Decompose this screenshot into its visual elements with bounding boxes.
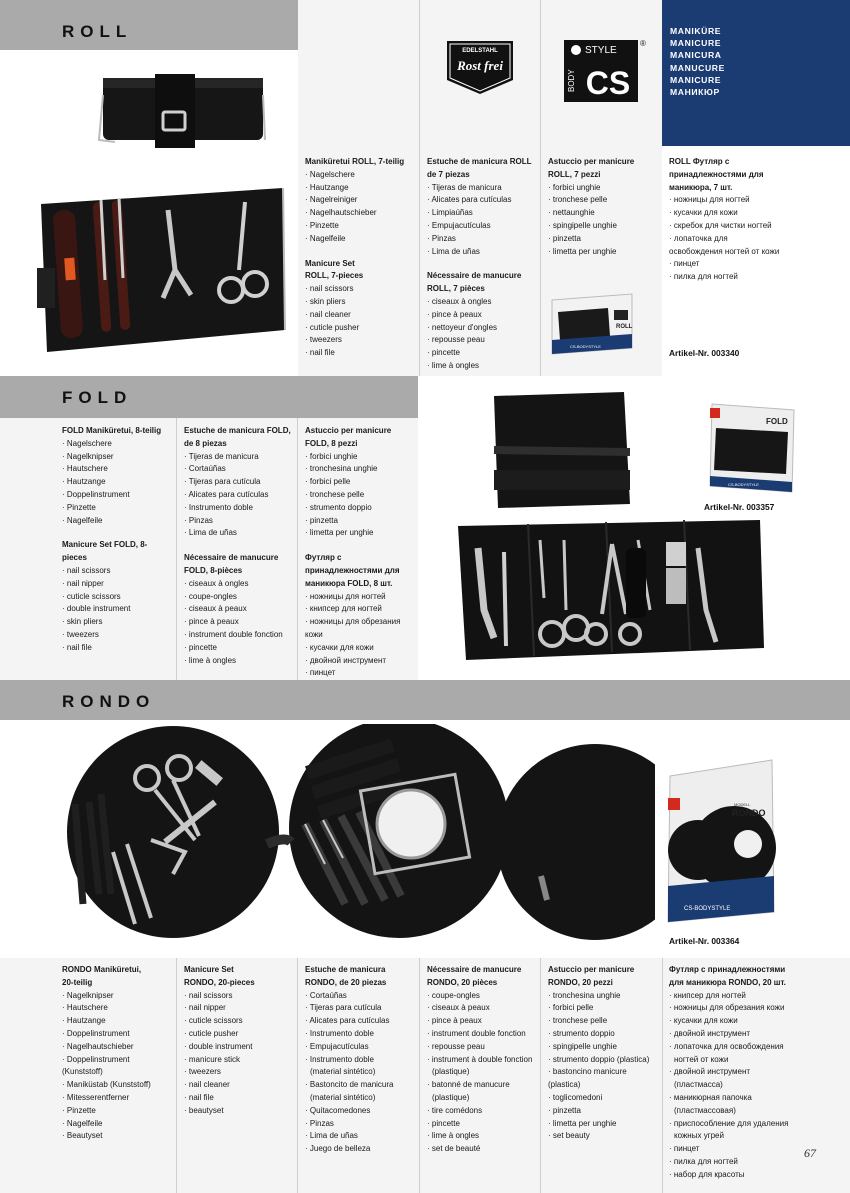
fold-box-strip: CS-BODYSTYLE [728, 482, 759, 487]
list-item: · Doppelinstrument [62, 1028, 130, 1038]
list-item: · tweezers [184, 1067, 221, 1077]
list-item: · Nagelfeile [62, 515, 103, 525]
list-item: · nail file [184, 1092, 214, 1102]
list-item: · tronchesina unghie [305, 464, 378, 474]
list-item: · double instrument [184, 1041, 253, 1051]
fold-product-box-image [706, 400, 800, 496]
list-item: · Nagelhautschieber [305, 208, 377, 218]
list-item: · batonné de manucure [427, 1080, 510, 1090]
manicure-word: MANICURE [670, 38, 722, 49]
fold-text-it-ru [305, 425, 417, 693]
list-item: · пинцет [305, 668, 336, 678]
list-item: · spingipelle unghie [548, 220, 617, 230]
list-item: · пинцет [669, 1144, 700, 1154]
fold-heading-fr: Nécessaire de manucure FOLD, 8-pièces [184, 553, 279, 575]
rondo-text-en [184, 964, 292, 1118]
list-item: (material sintético) [310, 1092, 376, 1102]
list-item: · Instrumento doble [184, 502, 253, 512]
list-item: · nail scissors [62, 565, 111, 575]
list-item: · Empujacutículas [305, 1041, 369, 1051]
list-item: (plastique) [432, 1067, 470, 1077]
page-number: 67 [804, 1146, 816, 1160]
fold-article-number: Artikel-Nr. 003357 [704, 502, 775, 512]
list-item: · пинцет [669, 259, 700, 269]
list-item: · nail cleaner [305, 309, 351, 319]
manicure-word: MANIKÜRE [670, 26, 722, 36]
list-item: · Nagelknipser [62, 990, 114, 1000]
roll-text-it [548, 156, 658, 258]
roll-case-open-image [33, 180, 295, 360]
list-item: · nail cleaner [184, 1080, 230, 1090]
list-item: · Bastoncito de manicura [305, 1080, 394, 1090]
list-item: · Tijeras de manicura [427, 182, 502, 192]
list-item: · Nagelfeile [305, 233, 346, 243]
list-item: · Pinzas [427, 233, 456, 243]
list-item: · Limpiaúñas [427, 208, 473, 218]
list-item: · Tijeras para cutícula [305, 1003, 382, 1013]
list-item: · lime à ongles [427, 1131, 480, 1141]
list-item: · cuticle pusher [305, 322, 360, 332]
list-item: · forbici unghie [305, 451, 358, 461]
manicure-word: MANUCURE [670, 62, 725, 73]
list-item: · Hautzange [62, 477, 106, 487]
list-item: · двойной инструмент [669, 1028, 751, 1038]
fold-text-es-fr [184, 425, 294, 667]
list-item: · Cortaúñas [305, 990, 347, 1000]
list-item: · Lima de uñas [427, 246, 480, 256]
list-item: · Hautzange [305, 182, 349, 192]
list-item: · lime à ongles [427, 360, 480, 370]
list-item: · manicure stick [184, 1054, 241, 1064]
roll-heading-ru: ROLL Футляр с принадлежностями для маникюра, 7 шт. [669, 157, 764, 192]
list-item: · skin pliers [62, 617, 103, 627]
column-divider [297, 418, 298, 680]
list-item: · tweezers [62, 629, 99, 639]
roll-heading-it: Astuccio per manicure ROLL, 7 pezzi [548, 157, 635, 179]
manicure-word: MANICURA [670, 50, 722, 61]
rostfrei-logo-main: Rost frei [457, 58, 503, 73]
list-item: · Pinzette [62, 1105, 96, 1115]
list-item: · bastoncino manicure (plastica) [548, 1067, 627, 1090]
list-item: · pince à peaux [184, 617, 239, 627]
list-item: · Pinzette [62, 502, 96, 512]
fold-heading-en: Manicure Set FOLD, 8-pieces [62, 540, 148, 563]
roll-box-strip: CS-BODYSTYLE [570, 344, 601, 349]
rondo-box-strip: CS-BODYSTYLE [684, 906, 731, 912]
list-item: · beautyset [184, 1105, 224, 1115]
roll-box-label: ROLL [616, 324, 633, 330]
list-item: · forbici pelle [548, 1003, 594, 1013]
list-item: · limetta per unghie [548, 246, 617, 256]
list-item: · приспособление для удаления [669, 1118, 789, 1128]
manicure-word: MANICURE [670, 74, 722, 85]
rondo-box-model: MODELL [734, 802, 751, 807]
fold-heading-it: Astuccio per manicure FOLD, 8 pezzi [305, 426, 392, 448]
list-item: · Nagelknipser [62, 451, 114, 461]
list-item: · книпсер для ногтей [305, 604, 382, 614]
list-item: · nettoyeur d'ongles [427, 322, 498, 332]
roll-title-band [0, 0, 298, 50]
list-item: · ciseaux à peaux [427, 1003, 490, 1013]
rondo-product-box-image [664, 752, 782, 928]
list-item: · Nagelfeile [62, 1118, 103, 1128]
list-item: · coupe-ongles [184, 591, 237, 601]
list-item: · ciseaux à peaux [184, 604, 247, 614]
rondo-heading-en: Manicure Set RONDO, 20-pieces [184, 965, 255, 987]
roll-heading-en: Manicure Set ROLL, 7-pieces [305, 258, 364, 281]
list-item: · Doppelinstrument (Kunststoff) [62, 1054, 130, 1077]
list-item: · cuticle pusher [184, 1028, 239, 1038]
list-item: · nail file [62, 642, 92, 652]
column-divider [540, 0, 541, 376]
list-item: · tire comédons [427, 1105, 483, 1115]
list-item: кожных угрей [674, 1131, 724, 1141]
list-item: · Tijeras de manicura [184, 451, 259, 461]
list-item: · ножницы для ногтей [669, 195, 750, 205]
rondo-heading-es: Estuche de manicura RONDO, de 20 piezas [305, 965, 387, 987]
list-item: · nettaunghie [548, 208, 595, 218]
column-divider [662, 958, 663, 1193]
fold-box-label: FOLD [766, 417, 788, 426]
column-divider [176, 418, 177, 680]
list-item: · forbici unghie [548, 182, 601, 192]
list-item: · лопаточка для освобождения [669, 1041, 784, 1051]
list-item: · Quitacomedones [305, 1105, 371, 1115]
list-item: · toglicomedoni [548, 1092, 603, 1102]
list-item: · ножницы для обрезания кожи [305, 617, 401, 639]
list-item: · limetta per unghie [305, 528, 374, 538]
roll-article-number: Artikel-Nr. 003340 [669, 348, 740, 358]
list-item: · Pinzette [305, 220, 339, 230]
fold-heading-es: Estuche de manicura FOLD, de 8 piezas [184, 426, 291, 448]
list-item: · pincette [427, 1118, 460, 1128]
list-item: · Juego de belleza [305, 1144, 371, 1154]
list-item: · Nagelschere [305, 169, 355, 179]
list-item: (пластмассовая) [674, 1105, 736, 1115]
list-item: · repousse peau [427, 335, 485, 345]
rondo-heading-it: Astuccio per manicure RONDO, 20 pezzi [548, 965, 635, 987]
rondo-text-ru [669, 964, 789, 1182]
list-item: · Nagelschere [62, 438, 112, 448]
list-item: · pincette [427, 348, 460, 358]
list-item: · nail nipper [62, 578, 104, 588]
list-item: · ножницы для обрезания кожи [669, 1003, 785, 1013]
list-item: · маникюрная папочка [669, 1092, 752, 1102]
list-item: · Lima de uñas [184, 528, 237, 538]
list-item: · coupe-ongles [427, 990, 480, 1000]
list-item: · Instrumento doble [305, 1028, 374, 1038]
roll-text-de-en [305, 156, 417, 360]
list-item: · cuticle scissors [184, 1016, 243, 1026]
list-item: · Alicates para cutículas [427, 195, 512, 205]
roll-heading-fr: Nécessaire de manucure ROLL, 7 pièces [427, 271, 522, 294]
list-item: · pince à peaux [427, 309, 482, 319]
list-item: · двойной инструмент [305, 655, 387, 665]
list-item: · nail scissors [184, 990, 233, 1000]
list-item: · книпсер для ногтей [669, 990, 746, 1000]
roll-title: ROLL [62, 22, 133, 41]
list-item: · Nagelhautschieber [62, 1041, 134, 1051]
list-item: · double instrument [62, 604, 131, 614]
roll-product-box-image [548, 292, 636, 358]
manicure-language-box [662, 0, 850, 146]
fold-title: FOLD [62, 388, 133, 407]
column-divider [419, 0, 420, 376]
rostfrei-logo-top: EDELSTAHL [462, 48, 498, 54]
roll-heading-es: Estuche de manicura ROLL de 7 piezas [427, 157, 532, 179]
fold-heading-ru: Футляр с принадлежностями для маникюра FOLD, 8 шт. [305, 553, 400, 588]
list-item: · repousse peau [427, 1041, 485, 1051]
bodystyle-logo-cs: CS [585, 65, 631, 101]
list-item: · pinzetta [548, 1105, 581, 1115]
list-item: (пластмасса) [674, 1080, 723, 1090]
list-item: · nail nipper [184, 1003, 226, 1013]
list-item: · tronchese pelle [548, 195, 608, 205]
list-item: · Maniküstab (Kunststoff) [62, 1080, 151, 1090]
list-item: · Hautzange [62, 1016, 106, 1026]
bodystyle-logo-body: BODY [567, 69, 576, 92]
list-item: · Empujacutículas [427, 220, 491, 230]
rondo-article-number: Artikel-Nr. 003364 [669, 936, 740, 946]
list-item: · ciseaux à ongles [184, 578, 249, 588]
list-item: · Hautschere [62, 1003, 108, 1013]
list-item: · Mitesserentferner [62, 1092, 130, 1102]
list-item: · tweezers [305, 335, 342, 345]
list-item: · Lima de uñas [305, 1131, 358, 1141]
list-item: (material sintético) [310, 1067, 376, 1077]
rondo-case-open-image [55, 724, 655, 944]
roll-text-ru [669, 156, 781, 284]
rondo-heading-fr: Nécessaire de manucure RONDO, 20 pièces [427, 965, 522, 987]
bodystyle-logo-style: STYLE [585, 45, 617, 56]
list-item: · pinzetta [548, 233, 581, 243]
list-item: · двойной инструмент [669, 1067, 751, 1077]
list-item: · tronchese pelle [548, 1016, 608, 1026]
list-item: · lime à ongles [184, 655, 237, 665]
list-item: · nail file [305, 348, 335, 358]
list-item: · лопаточка для освобождения ногтей от кожи [669, 233, 780, 256]
list-item: · forbici pelle [305, 477, 351, 487]
list-item: · Alicates para cutículas [184, 489, 269, 499]
bodystyle-cs-logo [562, 36, 650, 106]
list-item: · tronchese pelle [305, 489, 365, 499]
list-item: · strumento doppio (plastica) [548, 1054, 650, 1064]
rondo-box-label: RONDO [732, 808, 766, 818]
list-item: ногтей от кожи [674, 1054, 729, 1064]
list-item: · cuticle scissors [62, 591, 121, 601]
bodystyle-logo-registered: ® [640, 39, 646, 48]
column-divider [540, 958, 541, 1193]
fold-text-de-en [62, 425, 172, 655]
list-item: · pince à peaux [427, 1016, 482, 1026]
list-item: · скребок для чистки ногтей [669, 220, 772, 230]
list-item: · ciseaux à ongles [427, 296, 492, 306]
list-item: · nail scissors [305, 284, 354, 294]
list-item: · tronchesina unghie [548, 990, 621, 1000]
rondo-text-fr [427, 964, 537, 1156]
list-item: · Instrumento doble [305, 1054, 374, 1064]
list-item: · pinzetta [305, 515, 338, 525]
list-item: · instrument à double fonction [427, 1054, 533, 1064]
list-item: · set beauty [548, 1131, 590, 1141]
fold-case-closed-image [488, 390, 638, 512]
column-divider [297, 958, 298, 1193]
list-item: · Doppelinstrument [62, 489, 130, 499]
list-item: · Tijeras para cutícula [184, 477, 261, 487]
list-item: · skin pliers [305, 296, 346, 306]
rondo-text-de [62, 964, 170, 1143]
list-item: · Beautyset [62, 1131, 103, 1141]
rondo-heading-ru: Футляр с принадлежностями для маникюра RONDO, 20 шт. [669, 965, 786, 987]
list-item: (plastique) [432, 1092, 470, 1102]
list-item: · strumento doppio [548, 1028, 615, 1038]
list-item: · strumento doppio [305, 502, 372, 512]
list-item: · limetta per unghie [548, 1118, 617, 1128]
list-item: · пилка для ногтей [669, 272, 738, 282]
manicure-word: МАНИКЮР [670, 87, 720, 98]
list-item: · кусачки для кожи [669, 1016, 738, 1026]
rondo-title: RONDO [62, 692, 156, 711]
roll-case-closed-image [95, 70, 270, 150]
rondo-heading-de: RONDO Maniküretui, 20-teilig [62, 965, 142, 987]
list-item: · кусачки для кожи [669, 208, 738, 218]
column-divider [176, 958, 177, 1193]
list-item: · кусачки для кожи [305, 642, 374, 652]
list-item: · Hautschere [62, 464, 108, 474]
list-item: · ножницы для ногтей [305, 591, 386, 601]
roll-text-es-fr [427, 156, 535, 373]
roll-heading-de: Maniküretui ROLL, 7-teilig [305, 157, 405, 166]
list-item: · spingipelle unghie [548, 1041, 617, 1051]
list-item: · Cortaúñas [184, 464, 226, 474]
list-item: · instrument double fonction [427, 1028, 526, 1038]
rondo-text-es [305, 964, 415, 1156]
list-item: · instrument double fonction [184, 629, 283, 639]
rondo-text-it [548, 964, 658, 1143]
list-item: · Pinzas [184, 515, 213, 525]
fold-case-open-image [454, 518, 768, 668]
list-item: · Nagelreiniger [305, 195, 358, 205]
column-divider [419, 958, 420, 1193]
list-item: · pincette [184, 642, 217, 652]
list-item: · пилка для ногтей [669, 1156, 738, 1166]
list-item: · набор для красоты [669, 1169, 745, 1179]
list-item: · set de beauté [427, 1144, 481, 1154]
list-item: · Pinzas [305, 1118, 334, 1128]
list-item: · Alicates para cutículas [305, 1016, 390, 1026]
fold-heading-de: FOLD Maniküretui, 8-teilig [62, 426, 162, 435]
rostfrei-logo [446, 40, 514, 95]
